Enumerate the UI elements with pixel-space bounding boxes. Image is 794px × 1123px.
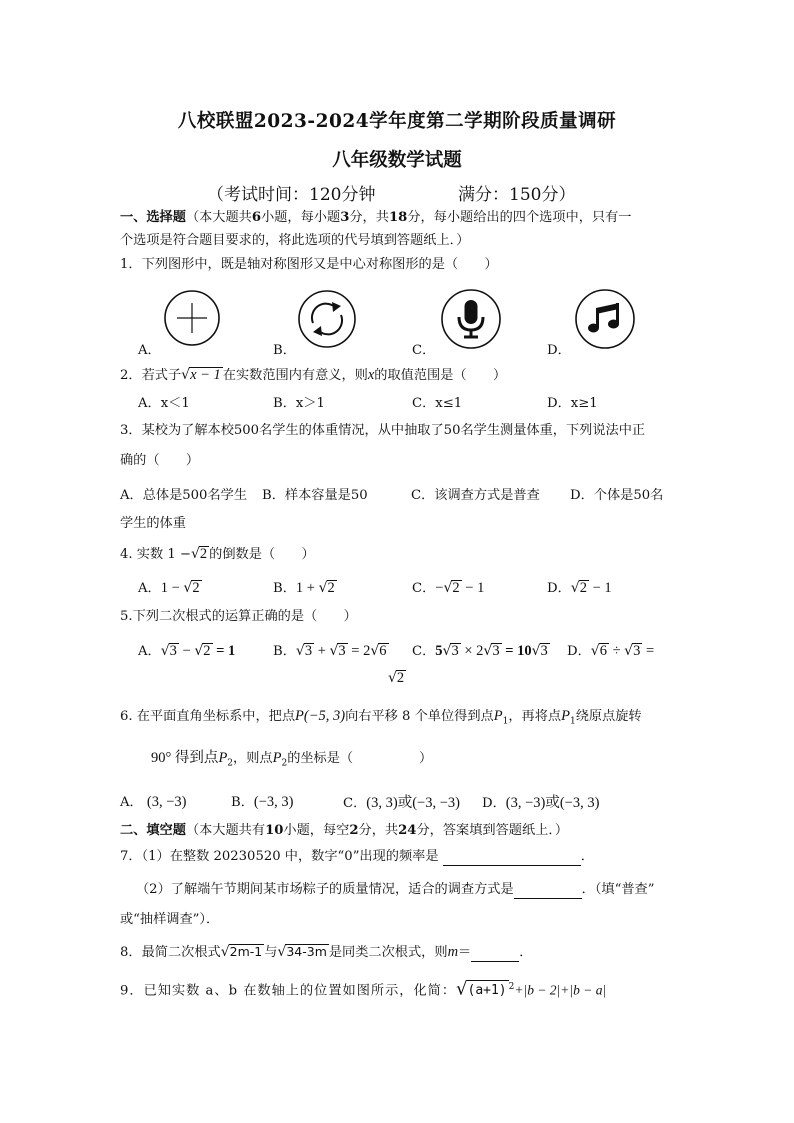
- q5-option-d-result: √2: [388, 670, 405, 686]
- q7-answer-blank-1[interactable]: [443, 852, 581, 866]
- q4-option-c: C．−√2 − 1: [412, 580, 485, 596]
- q4-option-a: A．1 − √2: [138, 580, 200, 596]
- q3-option-b: B．样本容量是50: [262, 488, 368, 503]
- q6-option-c: C．(3, 3)或(−3, −3): [343, 795, 460, 811]
- q3-stem-line2: 确的（ ）: [120, 453, 200, 468]
- q2-option-d: D．x≥1: [547, 396, 598, 411]
- q4-option-d: D．√2 − 1: [547, 580, 612, 596]
- q6-stem: 6. 在平面直角坐标系中，把点P(−5, 3)向右平移 8 个单位得到点$P_1$，再将点$P_1$绕原点旋转: [120, 708, 642, 727]
- section1-instructions: 一、选择题（本大题共6小题，每小题3分，共18分，每小题给出的四个选项中，只有一: [120, 210, 632, 225]
- q1-option-b: B．: [273, 343, 296, 358]
- q5-option-a: A．√3 − √2 = 1: [138, 643, 236, 659]
- q2-stem: 2．若式子√x − 1 在实数范围内有意义，则x的取值范围是（ ）: [120, 367, 507, 383]
- q2-radicand: x − 1: [190, 367, 221, 383]
- q3-option-c: C．该调查方式是普查: [411, 488, 540, 503]
- q2-option-b: B．x＞1: [273, 396, 325, 411]
- q4-option-b: B．1 + √2: [273, 580, 335, 596]
- circle-plus-icon: [163, 289, 221, 347]
- q9-stem: 9．已知实数 a、b 在数轴上的位置如图所示，化简：√(a+1) $^2$+|b − 2|+|b − a|: [120, 978, 607, 1000]
- full-score: 满分：150分）: [458, 185, 576, 205]
- exam-title: 八校联盟2023-2024学年度第二学期阶段质量调研: [177, 111, 617, 132]
- q6-option-b: B．(−3, 3): [231, 794, 294, 810]
- q1-option-a: A．: [138, 343, 161, 358]
- q7-part2: （2）了解端午节期间某市场粽子的质量情况，适合的调查方式是 ．（填“普查”: [136, 882, 655, 897]
- section2-instructions: 二、填空题（本大题共有10小题，每空2分，共24分，答案填到答题纸上．）: [120, 823, 569, 838]
- exam-subtitle: 八年级数学试题: [332, 150, 462, 171]
- q7-answer-blank-2[interactable]: [514, 885, 582, 899]
- q3-stem: 3．某校为了解本校500名学生的体重情况，从中抽取了50名学生测量体重，下列说法中正: [120, 423, 646, 438]
- q3-option-d: D．个体是50名: [570, 488, 664, 503]
- microphone-icon: [440, 288, 502, 350]
- q1-option-c: C．: [412, 343, 436, 358]
- q2-option-a: A．x＜1: [138, 396, 190, 411]
- section1-instructions-line2: 个选项是符合题目要求的，将此选项的代号填到答题纸上．）: [120, 233, 470, 248]
- q6-option-d: D．(3, −3)或(−3, 3): [482, 795, 600, 811]
- q8-answer-blank[interactable]: [471, 948, 519, 962]
- q5-stem: 5.下列二次根式的运算正确的是（ ）: [120, 609, 357, 624]
- q3-option-d-line2: 学生的体重: [120, 516, 186, 531]
- q7-part2-line2: 或“抽样调查”）．: [120, 912, 220, 927]
- q6-option-a: A． (3, −3): [120, 794, 187, 810]
- q8-stem: 8．最简二次根式√2m-1 与√34-3m 是同类二次根式，则m＝ ．: [120, 944, 533, 960]
- circle-arrows-icon: [297, 289, 357, 349]
- q1-option-d: D．: [547, 343, 571, 358]
- music-note-icon: [574, 288, 636, 350]
- q3-option-a: A．总体是500名学生: [120, 488, 248, 503]
- q4-stem: 4. 实数 1 −√2 的倒数是（ ）: [120, 546, 315, 562]
- q1-stem: 1．下列图形中，既是轴对称图形又是中心对称图形的是（ ）: [120, 257, 498, 272]
- q5-option-c: C．5√3 × 2√3 = 10√3: [412, 643, 548, 659]
- q5-option-b: B．√3 + √3 = 2√6: [273, 643, 387, 659]
- q6-stem-line2: 90° 得到点$P_2$，则点$P_2$的坐标是（ ）: [151, 750, 433, 769]
- section2-heading: 二、填空题: [120, 823, 186, 838]
- exam-time: （考试时间：120分钟: [207, 185, 376, 205]
- q2-option-c: C．x≤1: [412, 396, 463, 411]
- q5-option-d: D．√6 ÷ √3 =: [567, 643, 655, 659]
- q7-part1: 7．（1）在整数 20230520 中，数字“0”出现的频率是 ．: [120, 849, 594, 864]
- section1-heading: 一、选择题: [120, 210, 186, 225]
